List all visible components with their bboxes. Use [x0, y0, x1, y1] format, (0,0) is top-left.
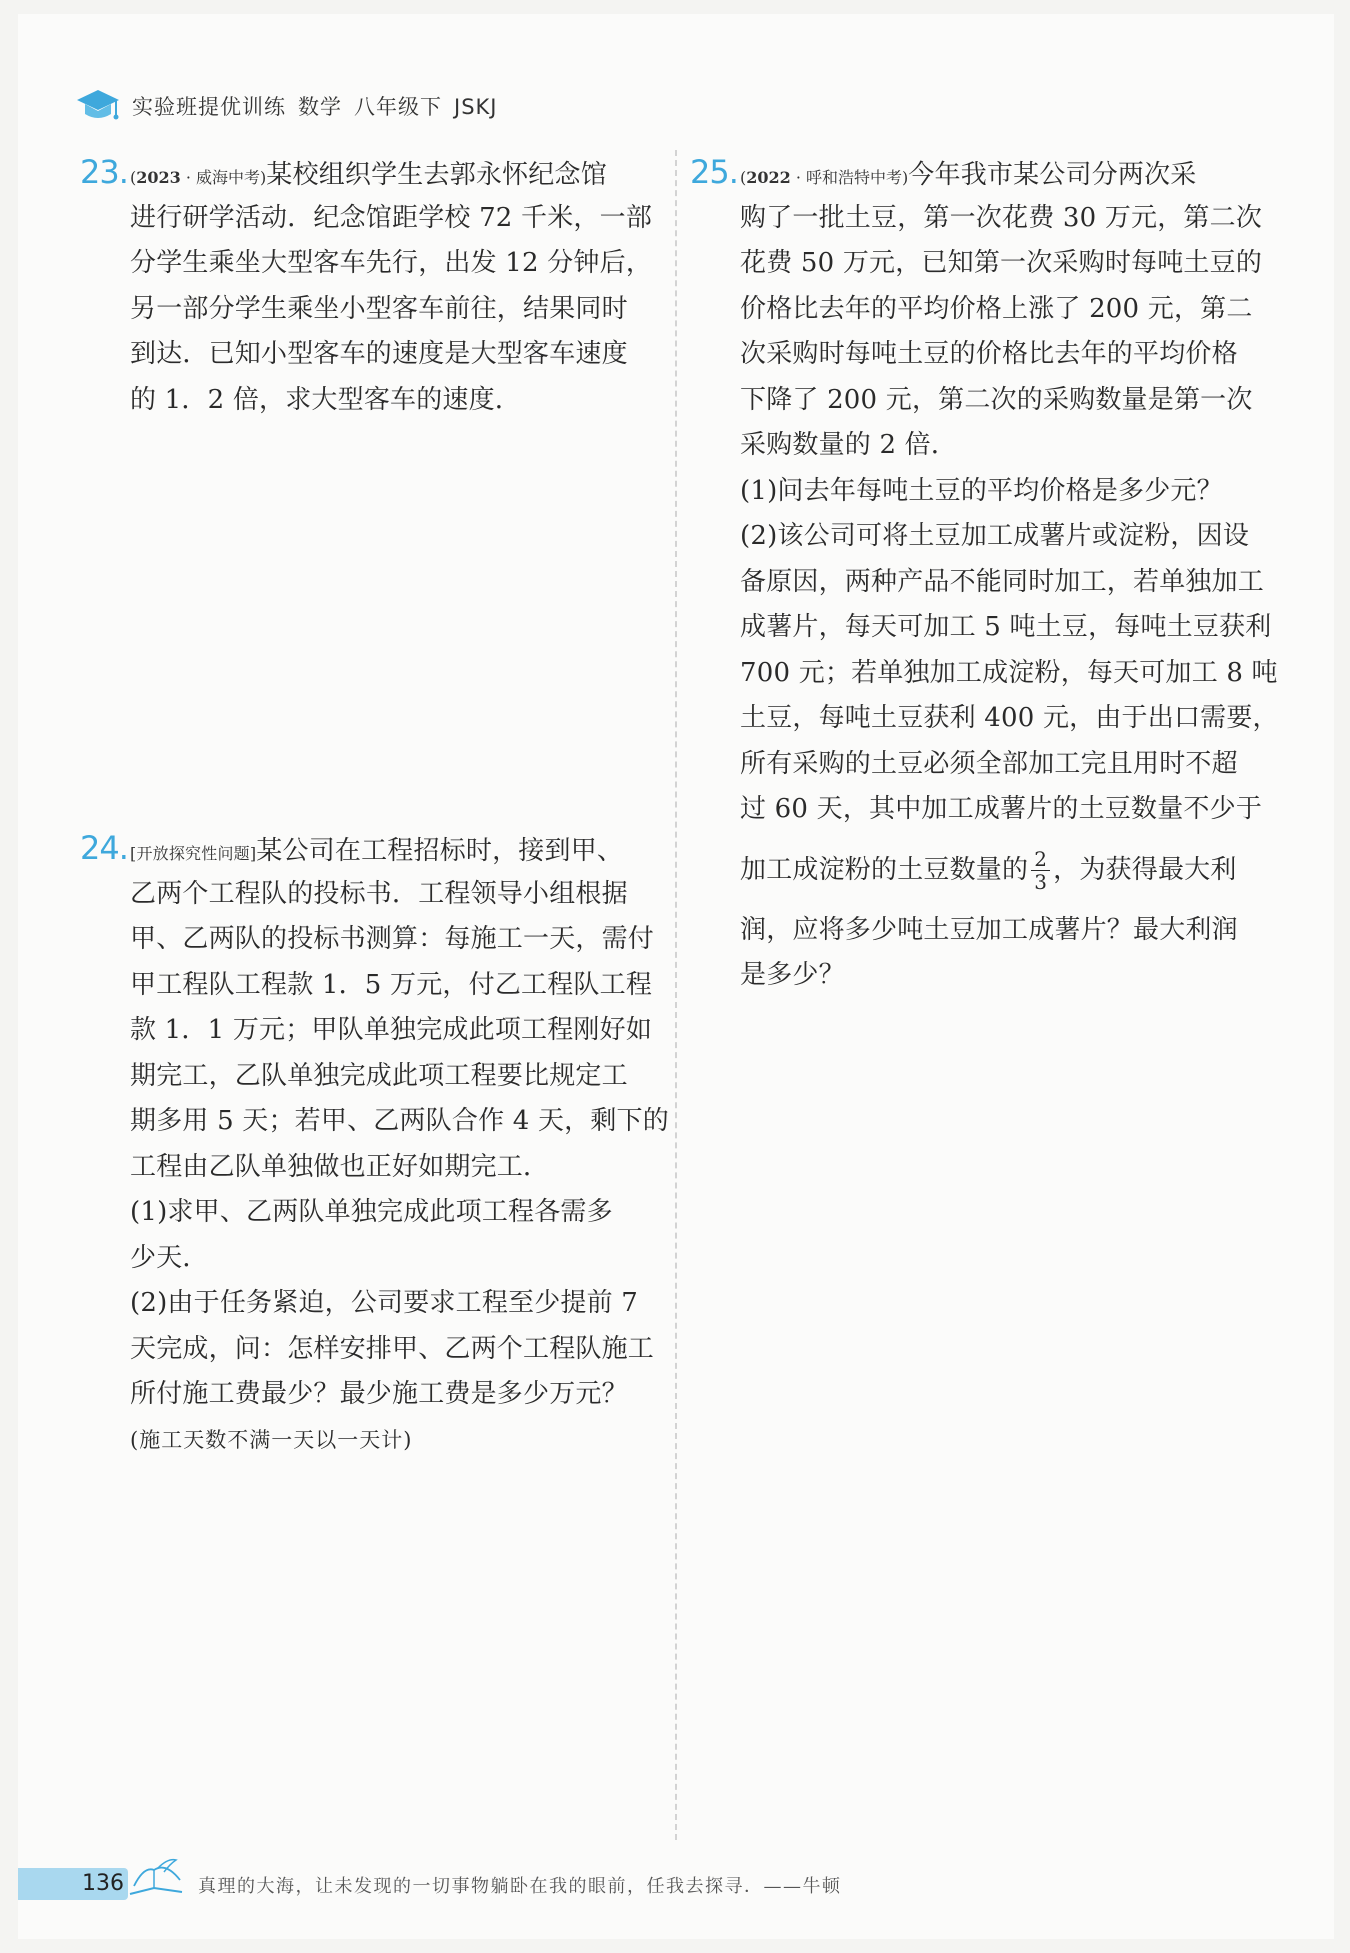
subject: 数学 [298, 95, 342, 119]
problem-text-line: 成薯片，每天可加工 5 吨土豆，每吨土豆获利 [740, 612, 1272, 642]
problem-text-line: (1)求甲、乙两队单独完成此项工程各需多 [130, 1197, 613, 1227]
problem-text-line: 备原因，两种产品不能同时加工，若单独加工 [740, 566, 1265, 597]
problem-text-line: 天完成，问：怎样安排甲、乙两个工程队施工 [130, 1333, 655, 1364]
problem-text-line: (1)问去年每吨土豆的平均价格是多少元？ [740, 475, 1223, 506]
problem-text-line: 价格比去年的平均价格上涨了 200 元，第二 [740, 293, 1253, 324]
book-title: 实验班提优训练 [132, 95, 286, 119]
problem-text-line: 分学生乘坐大型客车先行，出发 12 分钟后， [130, 248, 653, 278]
problem-text-line: 期多用 5 天；若甲、乙两队合作 4 天，剩下的 [130, 1106, 669, 1136]
problem-tag: [开放探究性问题] [130, 844, 257, 863]
feather-book-icon [124, 1856, 188, 1900]
problem-text-line: 到达．已知小型客车的速度是大型客车速度 [130, 339, 628, 369]
problem-text-line: 某公司在工程招标时，接到甲、 [256, 836, 624, 866]
problem-number: 25. [690, 153, 738, 191]
problem-text-line: 另一部分学生乘坐小型客车前往，结果同时 [130, 293, 628, 324]
grade: 八年级下 [354, 95, 442, 119]
problem-text-line: 工程由乙队单独做也正好如期完工． [130, 1151, 550, 1182]
problem-text-line: 期完工，乙队单独完成此项工程要比规定工 [130, 1060, 628, 1091]
problem-text-line: 是多少？ [740, 960, 845, 990]
problem-text-line: 某校组织学生去郭永怀纪念馆 [266, 160, 607, 190]
problem-text-line: (2)由于任务紧迫，公司要求工程至少提前 7 [130, 1288, 639, 1318]
problem-25 [690, 150, 1290, 999]
problem-text-line: 购了一批土豆，第一次花费 30 万元，第二次 [740, 202, 1263, 233]
problem-text-line: 甲、乙两队的投标书测算：每施工一天，需付 [130, 924, 655, 954]
problem-note: (施工天数不满一天以一天计) [130, 1427, 413, 1452]
problem-text-line: 润，应将多少吨土豆加工成薯片？最大利润 [740, 914, 1238, 945]
problem-text-line: 甲工程队工程款 1．5 万元，付乙工程队工程 [130, 969, 653, 1000]
problem-text-line: 乙两个工程队的投标书．工程领导小组根据 [130, 878, 628, 909]
problem-text-line: 过 60 天，其中加工成薯片的土豆数量不少于 [740, 794, 1263, 824]
graduation-cap-icon [76, 86, 120, 126]
problem-text-line: 700 元；若单独加工成淀粉，每天可加工 8 吨 [740, 657, 1278, 688]
column-divider [675, 150, 677, 1840]
problem-text-line: (2)该公司可将土豆加工成薯片或淀粉，因设 [740, 521, 1250, 551]
problem-text-line: 土豆，每吨土豆获利 400 元，由于出口需要， [740, 703, 1279, 733]
fraction: $\frac{2}{3}$ [1031, 848, 1050, 893]
page-number: 136 [82, 1871, 124, 1896]
problem-text-line: 少天． [130, 1242, 209, 1273]
problem-text-line-fraction: 加工成淀粉的土豆数量的 $\frac{2}{3}$ ，为获得最大利 [740, 847, 1237, 894]
problem-24 [80, 826, 669, 1463]
problem-23 [80, 150, 660, 423]
problem-number: 24. [80, 829, 128, 867]
problem-text-line: 下降了 200 元，第二次的采购数量是第一次 [740, 384, 1253, 415]
problem-text-line: 款 1．1 万元；甲队单独完成此项工程刚好如 [130, 1015, 653, 1045]
problem-text-line: 花费 50 万元，已知第一次采购时每吨土豆的 [740, 248, 1263, 278]
problem-text-line: 今年我市某公司分两次采 [908, 160, 1197, 190]
problem-text-line: 所有采购的土豆必须全部加工完且用时不超 [740, 748, 1238, 779]
edition: JSKJ [454, 95, 498, 119]
problem-number: 23. [80, 153, 128, 191]
page-header [76, 86, 510, 126]
problem-text-line: 次采购时每吨土豆的价格比去年的平均价格 [740, 339, 1238, 369]
problem-text-line: 的 1．2 倍，求大型客车的速度． [130, 384, 522, 415]
footer-quote: 真理的大海，让未发现的一切事物躺卧在我的眼前，任我去探寻．——牛顿 [198, 1876, 842, 1897]
problem-text-line: 进行研学活动．纪念馆距学校 72 千米，一部 [130, 202, 653, 233]
problem-text-line: 采购数量的 2 倍． [740, 430, 958, 460]
problem-source: (2022 · 呼和浩特中考) [740, 168, 909, 187]
problem-text-line: 所付施工费最少？最少施工费是多少万元？ [130, 1379, 628, 1409]
problem-source: (2023 · 威海中考) [130, 168, 267, 187]
